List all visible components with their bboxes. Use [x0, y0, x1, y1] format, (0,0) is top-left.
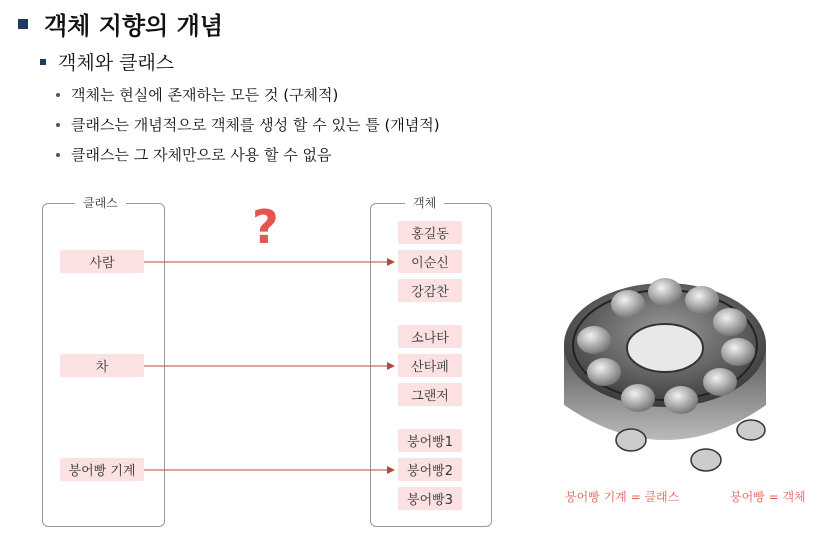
- object-item: 홍길동: [398, 221, 462, 244]
- illustration-caption-class: 붕어빵 기계 = 클래스: [565, 490, 680, 504]
- object-box-title: 객체: [405, 194, 444, 211]
- class-box-title: 클래스: [75, 194, 126, 211]
- bullet-text: 객체는 현실에 존재하는 모든 것 (구체적): [71, 86, 339, 104]
- object-item: 이순신: [398, 250, 462, 273]
- question-mark: ?: [252, 200, 279, 254]
- class-item: 차: [60, 354, 144, 377]
- object-item: 강감찬: [398, 279, 462, 302]
- page-title: 객체 지향의 개념: [44, 12, 223, 40]
- object-item: 그랜저: [398, 383, 462, 406]
- fish-bread-machine-illustration: [556, 270, 806, 490]
- object-item: 소나타: [398, 325, 462, 348]
- object-item: 붕어빵3: [398, 487, 462, 510]
- subtitle: 객체와 클래스: [58, 52, 175, 74]
- object-item: 붕어빵1: [398, 429, 462, 452]
- bullet-text: 클래스는 개념적으로 객체를 생성 할 수 있는 틀 (개념적): [71, 116, 440, 134]
- object-item: 붕어빵2: [398, 458, 462, 481]
- illustration-caption-object: 붕어빵 = 객체: [730, 490, 806, 504]
- object-item: 산타페: [398, 354, 462, 377]
- class-item: 붕어빵 기계: [60, 458, 144, 481]
- class-item: 사람: [60, 250, 144, 273]
- bullet-text: 클래스는 그 자체만으로 사용 할 수 없음: [71, 146, 332, 164]
